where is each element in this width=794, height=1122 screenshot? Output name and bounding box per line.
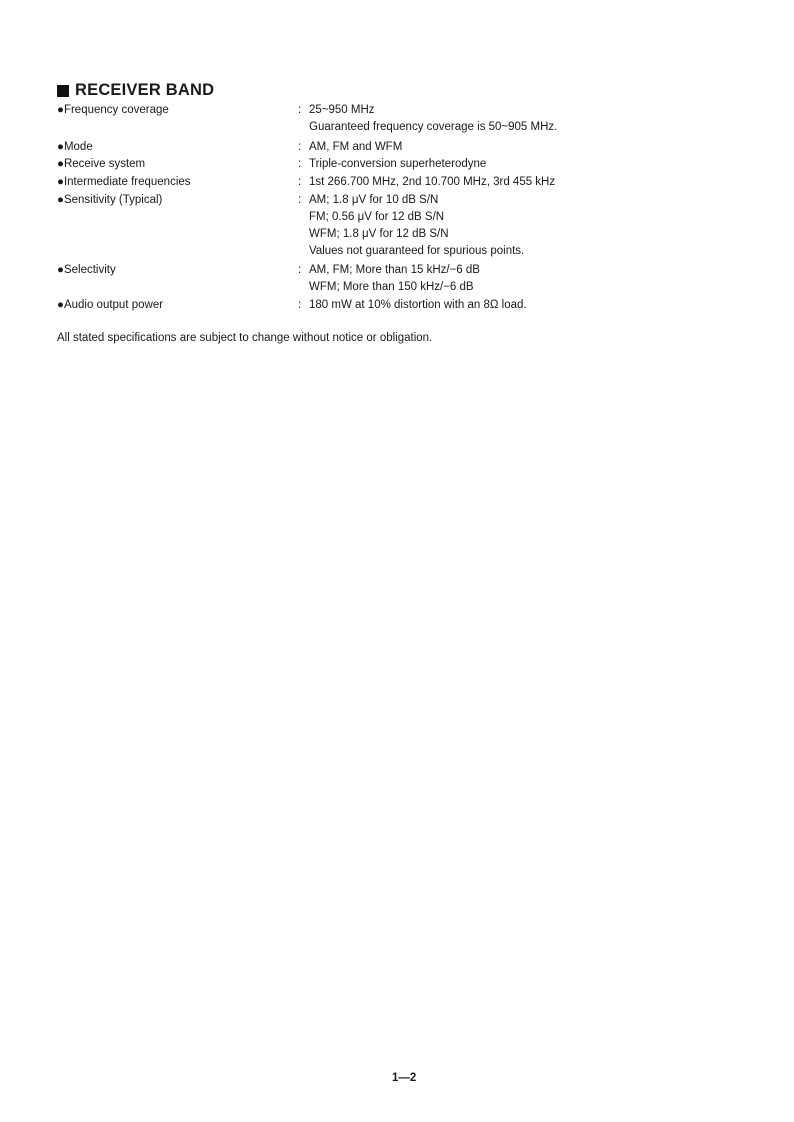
section-title: RECEIVER BAND [75,81,215,99]
spec-label: ●Selectivity [57,264,116,276]
spec-label: ●Intermediate frequencies [57,176,191,188]
spec-value-line: AM, FM; More than 15 kHz/−6 dB [309,264,480,276]
spec-value [309,192,524,260]
spec-value-line: 25~950 MHz [309,104,375,116]
spec-colon: : [298,299,302,311]
spec-value-line: Guaranteed frequency coverage is 50~905 MHz. [309,121,558,133]
page-number: 1—2 [392,1072,417,1084]
spec-label: ●Audio output power [57,299,164,311]
spec-colon: : [298,194,302,206]
spec-colon: : [298,104,302,116]
spec-label: ●Frequency coverage [57,104,169,116]
spec-colon: : [298,264,302,276]
spec-value [309,102,557,136]
spec-value-line: AM, FM and WFM [309,141,403,153]
spec-value [309,156,486,173]
spec-value-line: Triple-conversion superheterodyne [309,158,487,170]
spec-colon: : [298,158,302,170]
spec-value-line: WFM; More than 150 kHz/−6 dB [309,281,474,293]
spec-label: ●Sensitivity (Typical) [57,194,163,206]
square-bullet-icon [57,85,69,97]
spec-value [309,262,480,296]
spec-colon: : [298,141,302,153]
section-heading [57,81,214,100]
spec-label: ●Receive system [57,158,146,170]
spec-label: ●Mode [57,141,93,153]
spec-colon: : [298,176,302,188]
spec-value-line: 180 mW at 10% distortion with an 8Ω load. [309,299,527,311]
spec-value [309,174,555,191]
spec-value-line: AM; 1.8 μV for 10 dB S/N [309,194,439,206]
spec-value [309,139,402,156]
spec-value [309,297,527,314]
spec-value-line: Values not guaranteed for spurious points. [309,245,525,257]
specification-disclaimer: All stated specifications are subject to change without notice or obligation. [57,332,433,344]
spec-value-line: WFM; 1.8 μV for 12 dB S/N [309,228,449,240]
spec-value-line: FM; 0.56 μV for 12 dB S/N [309,211,445,223]
spec-value-line: 1st 266.700 MHz, 2nd 10.700 MHz, 3rd 455 kHz [309,176,556,188]
